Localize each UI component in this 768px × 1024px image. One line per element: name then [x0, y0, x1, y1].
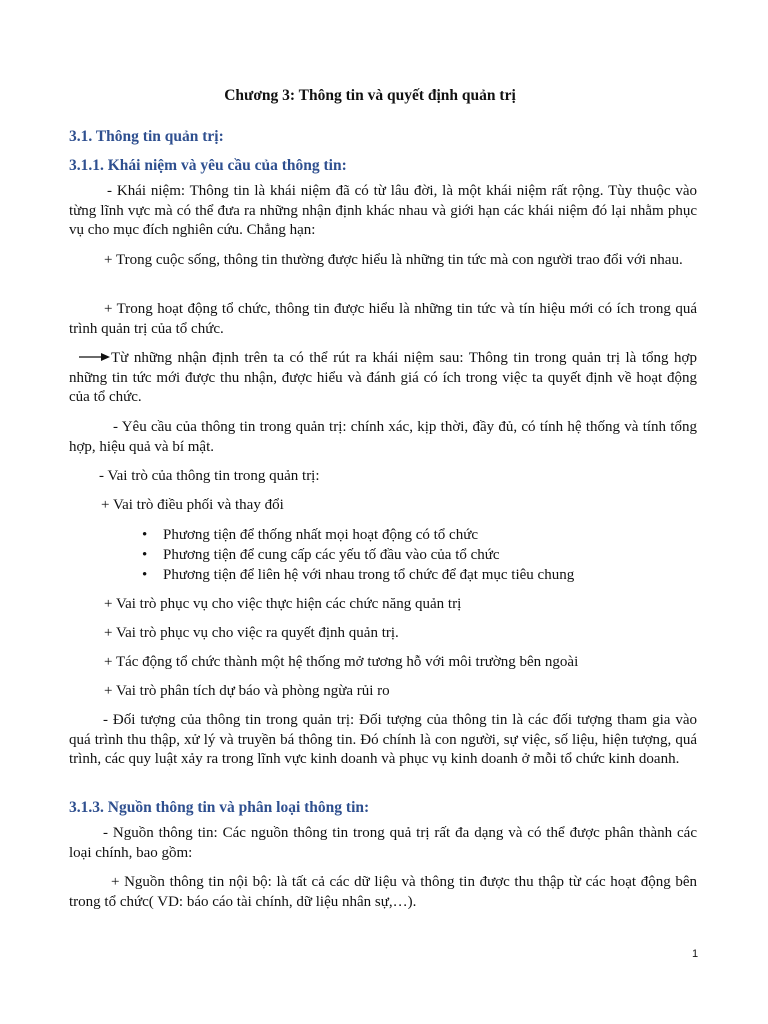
- list-item: • Phương tiện để thống nhất mọi hoạt động có tổ chức: [142, 527, 478, 543]
- line-phan-tich: + Vai trò phân tích dự báo và phòng ngừa rủi ro: [104, 683, 390, 699]
- paragraph-rut-ra-khai-niem: Từ những nhận định trên ta có thể rút ra khái niệm sau: Thông tin trong quản trị là tổng hợp những tin tức mới được thu nhận, được hiểu và đánh giá có ích trong việc ta quyết định về hoạt động của tổ chức.: [69, 350, 697, 405]
- paragraph-doi-tuong: - Đối tượng của thông tin trong quản trị: Đối tượng của thông tin là các đối tượng tham gia vào quá trình thu thập, xử lý và truyền bá thông tin. Đó chính là con người, sự việc, số liệu, hiện tượng, quá trình, các quy luật xảy ra trong lĩnh vực kinh doanh và phục vụ kinh doanh ở mỗi tổ chức kinh doanh.: [69, 712, 697, 767]
- section-heading-3-1-1: 3.1.1. Khái niệm và yêu cầu của thông tin:: [69, 157, 347, 174]
- paragraph-hoat-dong-to-chuc: + Trong hoạt động tổ chức, thông tin được hiểu là những tin tức và tín hiệu mới có ích trong quá trình quản trị của tổ chức.: [69, 301, 697, 337]
- paragraph-nguon-thong-tin: - Nguồn thông tin: Các nguồn thông tin trong quả trị rất đa dạng và có thể được phân thành các loại chính, bao gồm:: [69, 825, 697, 861]
- paragraph-noi-bo: + Nguồn thông tin nội bộ: là tất cả các dữ liệu và thông tin được thu thập từ các hoạt động bên trong tổ chức( VD: báo cáo tài chính, dữ liệu nhân sự,…).: [69, 874, 697, 910]
- list-item: • Phương tiện để liên hệ với nhau trong tổ chức để đạt mục tiêu chung: [142, 567, 575, 583]
- bullet-icon: •: [142, 527, 148, 543]
- list-item: • Phương tiện để cung cấp các yếu tố đầu vào của tổ chức: [142, 547, 500, 563]
- bullet-list: [142, 525, 574, 585]
- line-tac-dong: + Tác động tổ chức thành một hệ thống mở tương hỗ với môi trường bên ngoài: [104, 654, 579, 670]
- line-vai-tro-dieu-phoi: + Vai trò điều phối và thay đổi: [101, 497, 284, 513]
- page-number: 1: [692, 948, 699, 960]
- line-phuc-vu-quyet-dinh: + Vai trò phục vụ cho việc ra quyết định quản trị.: [104, 625, 399, 641]
- line-vai-tro: - Vai trò của thông tin trong quản trị:: [99, 468, 320, 484]
- chapter-title: Chương 3: Thông tin và quyết định quản trị: [224, 87, 516, 104]
- section-heading-3-1-3: 3.1.3. Nguồn thông tin và phân loại thông tin:: [69, 799, 370, 816]
- bullet-icon: •: [142, 567, 148, 583]
- section-heading-3-1: 3.1. Thông tin quản trị:: [69, 128, 224, 145]
- bullet-icon: •: [142, 547, 148, 563]
- paragraph-cuoc-song: + Trong cuộc sống, thông tin thường được hiểu là những tin tức mà con người trao đổi với nhau.: [104, 252, 683, 268]
- paragraph-khai-niem: - Khái niệm: Thông tin là khái niệm đã có từ lâu đời, là một khái niệm rất rộng. Tùy thuộc vào từng lĩnh vực mà có thể đưa ra những nhận định khác nhau và giới hạn các khái niệm đó lại nhằm phục vụ cho mục đích nghiên cứu. Chẳng hạn:: [69, 183, 697, 238]
- line-phuc-vu-chuc-nang: + Vai trò phục vụ cho việc thực hiện các chức năng quản trị: [104, 596, 462, 612]
- paragraph-yeu-cau: - Yêu cầu của thông tin trong quản trị: chính xác, kịp thời, đầy đủ, có tính hệ thống và tính tổng hợp, hiệu quả và bí mật.: [69, 419, 697, 455]
